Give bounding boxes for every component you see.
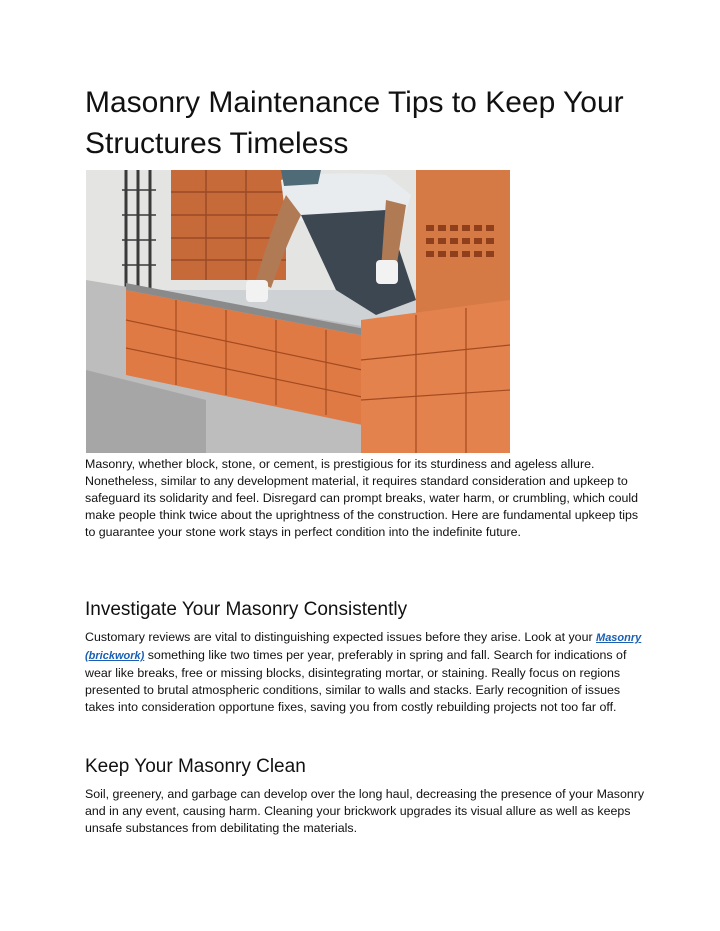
bricklayer-photo (86, 170, 510, 453)
article-title: Masonry Maintenance Tips to Keep Your Structures Timeless (85, 86, 624, 160)
hero-image (86, 170, 510, 453)
section-paragraph-inspect (85, 629, 645, 716)
section-paragraph-clean: Soil, greenery, and garbage can develop over the long haul, decreasing the presence of your Masonry and in any event, causing harm. Cleaning your brickwork upgrades its visual allure as well as keeps unsafe substances from debilitating the materials. (85, 787, 645, 835)
paragraph-text-after-link: something like two times per year, preferably in spring and fall. Search for indications of wear like breaks, free or missing blocks, disintegrating mortar, or staining. Really focus on regions presented to brutal atmospheric conditions, similar to walls and stacks. Early recognition of issues takes into consideration opportune fixes, saving you from costly rebuilding projects not too far off. (85, 648, 627, 714)
section-heading-clean: Keep Your Masonry Clean (85, 756, 306, 777)
section-heading-inspect: Investigate Your Masonry Consistently (85, 599, 408, 620)
intro-paragraph: Masonry, whether block, stone, or cement, is prestigious for its sturdiness and ageless allure. Nonetheless, similar to any development material, it requires standard consideration and upkeep to safeguard its solidarity and feel. Disregard can prompt breaks, water harm, or crumbling, which could make people think twice about the uprightness of the construction. Here are fundamental upkeep tips to guarantee your stone work stays in perfect condition into the indefinite future. (85, 457, 639, 539)
masonry-link[interactable]: Masonry (brickwork) (85, 632, 642, 662)
paragraph-text-before-link: Customary reviews are vital to distinguishing expected issues before they arise. Look at your (85, 630, 597, 644)
